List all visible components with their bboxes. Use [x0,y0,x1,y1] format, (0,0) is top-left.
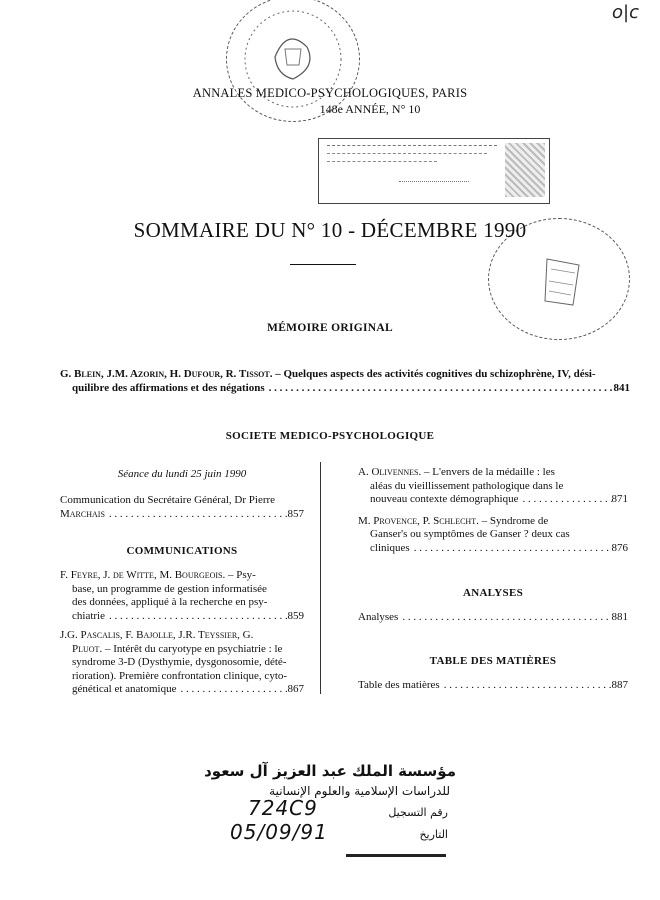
entry-title-line1: – Quelques aspects des activités cognitives du schizophrène, IV, dési- [272,368,596,380]
stamp-emblem [505,143,545,197]
stamp-date-value: 05/09/91 [230,820,328,844]
toc-entry-table [358,679,628,693]
entry-line: – L'envers de la médaille : les [421,466,555,478]
stamp-arabic-line2: للدراسات الإسلامية والعلوم الإنسانية [269,784,450,798]
seance-date: Séance du lundi 25 juin 1990 [117,468,247,480]
entry-line: nouveau contexte démographique [370,493,519,505]
page-number: 876 [611,541,628,554]
entry-line: des données, appliqué à la recherche en psy- [72,596,268,608]
entry-line: génétical et anatomique [72,683,177,695]
dot-leader [176,683,287,697]
entry-line: aléas du vieillissement pathologique dans le [370,479,564,492]
entry-line: – Intérêt du caryotype en psychiatrie : le [102,642,283,655]
entry-line: Table des matières [358,678,440,691]
entry-authors: Pluot. [72,642,103,655]
right-column [358,466,628,692]
entry-line: Communication du Secrétaire Général, Dr Pierre [60,494,276,506]
subheading-communications: COMMUNICATIONS [126,545,238,557]
stamp-date-label: التاريخ [419,828,448,841]
journal-title: ANNALES MEDICO-PSYCHOLOGIQUES, PARIS [192,86,468,100]
entry-authors: F. Feyre, J. de Witte, M. Bourgeois. [60,569,226,581]
page-number: 859 [287,609,304,622]
entry-authors: M. Provence, P. Schlecht. [358,514,479,527]
dot-leader [105,508,288,522]
stamp-reg-label: رقم التسجيل [388,806,448,819]
dot-leader [105,610,288,624]
toc-entry-memoire [60,368,630,395]
entry-title-line2: quilibre des affirmations et des négations [72,381,265,394]
page-number: 857 [287,507,304,520]
dot-leader [410,542,612,556]
page-number: 887 [611,678,628,691]
entry-line: Ganser's ou symptômes de Ganser ? deux cas [370,528,570,540]
dot-leader [265,382,614,396]
subheading-analyses: ANALYSES [462,587,524,599]
entry-authors: J.G. Pascalis, F. Bajolle, J.R. Teyssier, G. [60,629,254,641]
entry-line: cliniques [370,541,410,554]
title-underline [290,264,356,265]
section-heading-memoire: MÉMOIRE ORIGINAL [267,322,393,334]
left-column [60,468,304,697]
column-divider [320,462,321,694]
corner-note: o|c [612,2,639,23]
page-title: SOMMAIRE DU N° 10 - DÉCEMBRE 1990 [133,218,527,242]
dot-leader [518,493,611,507]
page-number: 881 [611,611,628,623]
stamp-arabic-line1: مؤسسة الملك عبد العزيز آل سعود [204,762,456,780]
stamp-underline [346,854,446,857]
section-heading-societe: SOCIETE MEDICO-PSYCHOLOGIQUE [225,430,435,442]
dot-leader [398,611,611,625]
entry-line: syndrome 3-D (Dysthymie, dysgonosomie, dété- [72,656,287,668]
entry-line: rioration). Première confrontation clinique, cyto- [72,669,288,682]
toc-entry-feyre [60,569,304,623]
page-number: 841 [613,381,630,394]
toc-entry-olivennes [358,466,628,507]
registration-stamp [196,762,456,862]
page-number: 871 [611,493,628,505]
entry-authors: G. Blein, J.M. Azorin, H. Dufour, R. Tissot. [60,368,273,380]
year-issue: 148e ANNÉE, N° 10 [319,102,421,116]
dot-leader [440,679,612,693]
toc-entry-communication-sg [60,494,304,521]
subheading-table: TABLE DES MATIÈRES [429,654,557,667]
entry-line: base, un programme de gestion informatisée [72,582,267,595]
entry-line: chiatrie [72,609,105,622]
rectangular-stamp [318,138,550,204]
entry-line: – Psy- [225,569,256,581]
entry-line: Analyses [358,611,399,623]
entry-authors: A. Olivennes. [358,466,422,478]
entry-line: – Syndrome de [478,514,549,527]
toc-entry-analyses [358,611,628,625]
page-number: 867 [287,683,304,695]
toc-entry-pascalis [60,629,304,697]
toc-entry-provence [358,515,628,556]
stamp-reg-number: 724C9 [248,796,318,820]
entry-author: Marchais [60,507,105,520]
